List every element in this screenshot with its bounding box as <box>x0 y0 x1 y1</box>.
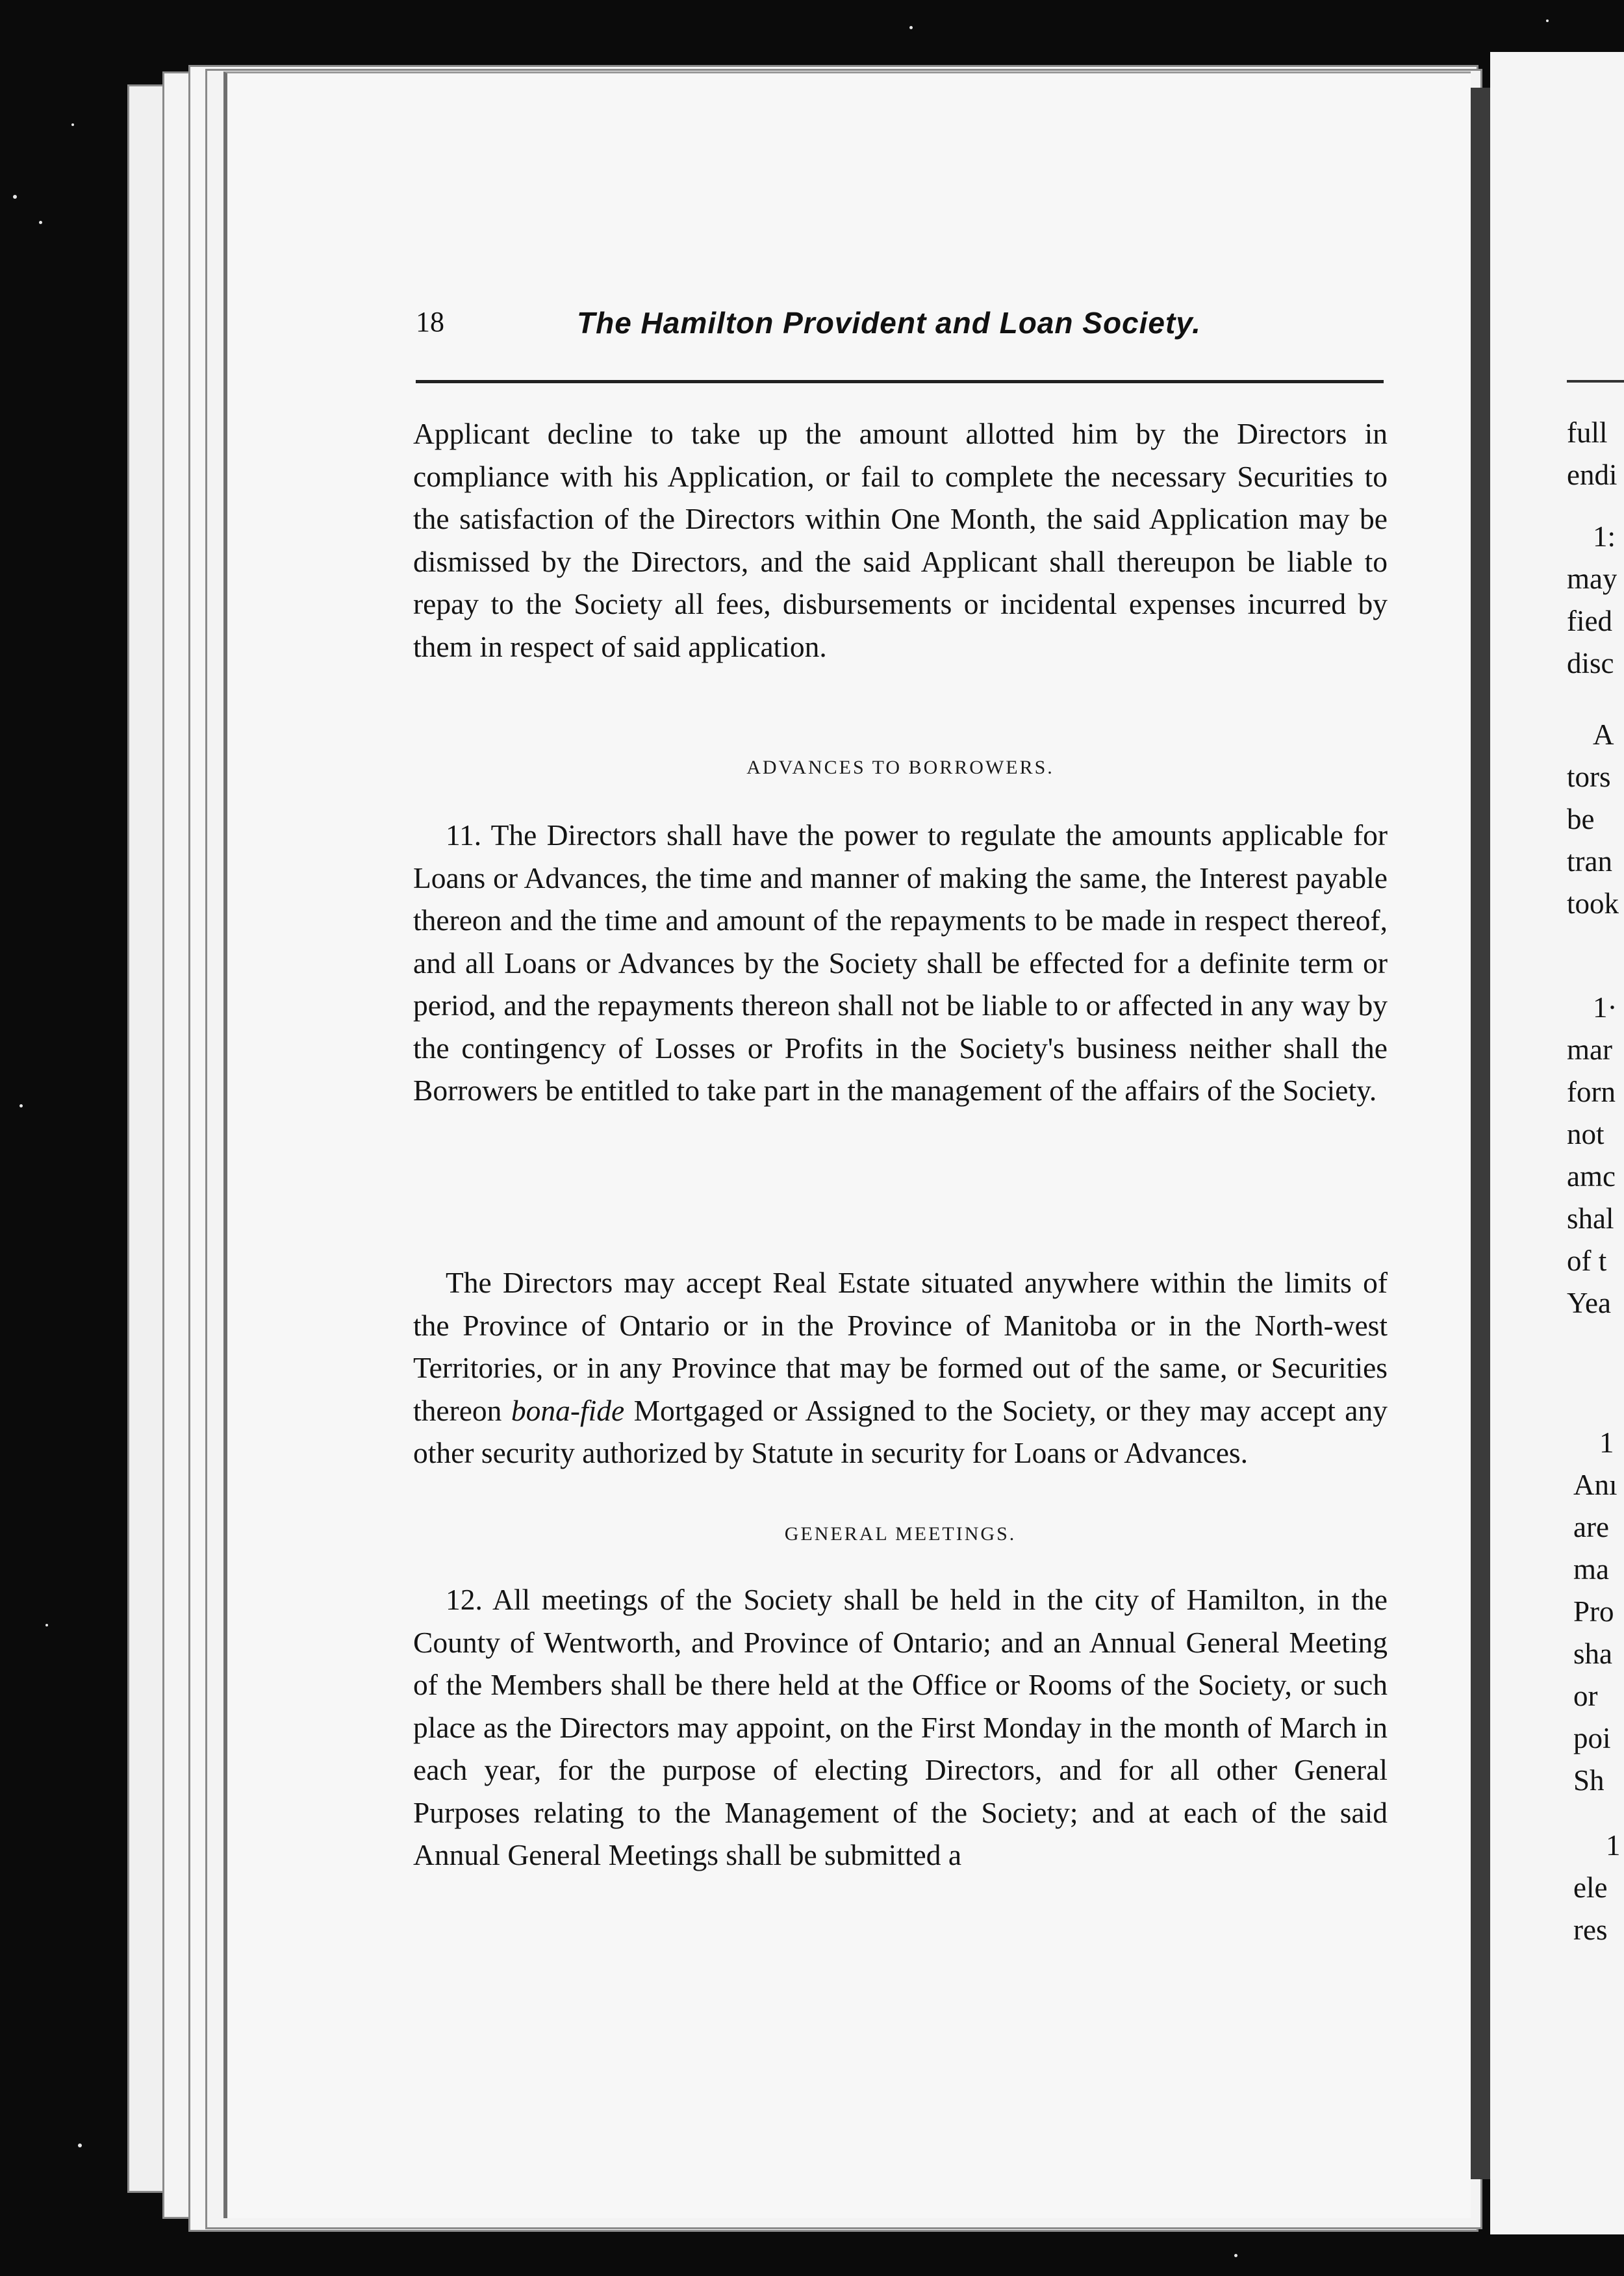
paragraph-real-estate <box>413 1261 1388 1474</box>
dust-speck <box>1234 2254 1237 2257</box>
facing-line: Yea <box>1567 1287 1611 1319</box>
dust-speck <box>13 195 17 199</box>
header-rule <box>416 380 1384 383</box>
facing-line: took <box>1567 887 1619 920</box>
facing-line: res <box>1573 1914 1608 1946</box>
facing-line: not <box>1567 1118 1605 1150</box>
facing-line: ele <box>1573 1871 1608 1904</box>
dust-speck <box>19 1104 23 1107</box>
facing-line: Sh <box>1573 1764 1605 1797</box>
facing-line: 1 <box>1606 1829 1621 1862</box>
real-estate-text-b: Mortgaged or Assigned to the Society, or they may accept any other security authorized by Statute in security for Loans or Advances. <box>413 1393 1388 1469</box>
paragraph-applicant: Applicant decline to take up the amount allotted him by the Directors in compliance with his Application, or fail to complete the necessary Securities to the satisfaction of the Directors within One Month, the said Application may be dismissed by the Directors, and the said Applicant shall thereupon be liable to repay to the Society all fees, disbursements or incidental expenses incurred by them in respect of said application. <box>413 417 1388 663</box>
facing-line: Pro <box>1573 1595 1614 1628</box>
section-heading-meetings: GENERAL MEETINGS. <box>784 1523 1017 1545</box>
page-number: 18 <box>416 306 444 338</box>
real-estate-text-a: The Directors may accept Real Estate situated anywhere within the limits of the Province of Ontario or in the Province of Manitoba or in the North-west Territories, or in any Province that may be formed out of the same, or Securities thereon <box>413 1266 1388 1427</box>
book-gutter <box>1471 88 1490 2179</box>
dust-speck <box>78 2143 82 2147</box>
facing-line: sha <box>1573 1637 1612 1670</box>
real-estate-italic: bona-fide <box>511 1393 625 1427</box>
facing-line: amc <box>1567 1160 1616 1193</box>
facing-line: ma <box>1573 1553 1609 1586</box>
facing-line: disc <box>1567 647 1614 679</box>
facing-line: forn <box>1567 1076 1616 1108</box>
facing-line: may <box>1567 563 1618 595</box>
facing-line: shal <box>1567 1202 1614 1235</box>
dust-speck <box>45 1624 48 1626</box>
facing-line: tran <box>1567 845 1612 878</box>
facing-line: 1: <box>1593 520 1616 553</box>
book-page <box>223 71 1471 2218</box>
paragraph-section-11: 11. The Directors shall have the power to regulate the amounts applicable for Loans or Advances, the time and manner of making the same, the Interest payable thereon and the time and amount of the repayments to be made in respect thereof, and all Loans or Advances by the Society shall be effected for a definite term or period, and the repayments thereon shall not be liable to or affected in any way by the contingency of Losses or Profits in the Society's business neither shall the Borrowers be entitled to take part in the management of the affairs of the Society. <box>413 818 1388 1107</box>
dust-speck <box>71 123 74 126</box>
paragraph-section-12: 12. All meetings of the Society shall be held in the city of Hamilton, in the County of Wentworth, and Province of Ontario; and an Annual General Meeting of the Members shall be there held at the Office or Rooms of the Society, or such place as the Directors may appoint, on the First Monday in the month of March in each year, for the purpose of electing Directors, and for all other General Purposes relating to the Management of the Society; and at each of the said Annual General Meetings shall be submitted a <box>413 1583 1388 1871</box>
facing-line: full <box>1567 416 1608 449</box>
facing-line: fied <box>1567 605 1612 637</box>
dust-speck <box>39 221 42 224</box>
facing-line: 1· <box>1593 991 1618 1024</box>
facing-line: A <box>1593 718 1614 751</box>
facing-line: or <box>1573 1680 1598 1712</box>
facing-line: poi <box>1573 1722 1611 1754</box>
facing-line: tors <box>1567 761 1611 793</box>
dust-speck <box>909 26 913 29</box>
facing-line: are <box>1573 1511 1609 1543</box>
facing-line: 1 <box>1599 1426 1614 1459</box>
facing-line: of t <box>1567 1245 1607 1277</box>
facing-line: mar <box>1567 1033 1612 1066</box>
running-head <box>416 305 1390 351</box>
facing-line: endi <box>1567 459 1618 491</box>
section-heading-advances: ADVANCES TO BORROWERS. <box>746 757 1054 778</box>
facing-line: be <box>1567 803 1595 835</box>
dust-speck <box>1546 19 1549 22</box>
running-title: The Hamilton Provident and Loan Society. <box>577 306 1201 340</box>
facing-line: Anı <box>1573 1469 1618 1501</box>
facing-page-rule <box>1567 380 1624 383</box>
